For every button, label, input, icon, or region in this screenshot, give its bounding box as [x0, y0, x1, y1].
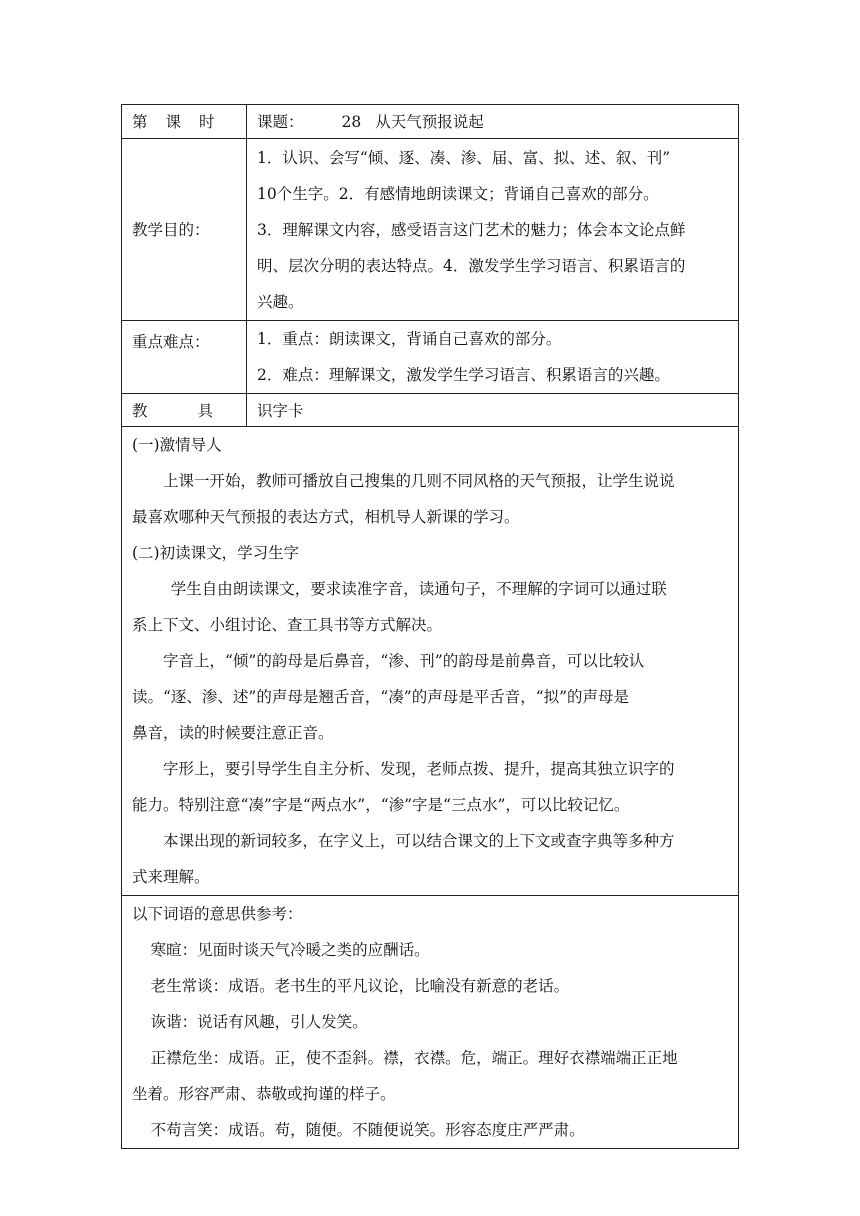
- key-point-line: 1．重点：朗读课文，背诵自己喜欢的部分。: [257, 330, 562, 348]
- objective-line: 兴趣。: [257, 293, 304, 311]
- tools-content-cell: [247, 394, 739, 427]
- header-row: [122, 105, 739, 139]
- paragraph-line: 最喜欢哪种天气预报的表达方式，相机导人新课的学习。: [132, 508, 520, 526]
- tools-label-2: 具: [197, 402, 214, 420]
- objective-line: 3．理解课文内容，感受语言这门艺术的魅力；体会本文论点鲜: [257, 221, 686, 239]
- section-title: (二)初读课文，学习生字: [132, 544, 300, 562]
- lesson-title-cell: [247, 105, 739, 139]
- objective-line: 1．认识、会写“倾、逐、凑、渗、届、富、拟、述、叙、刊”: [257, 149, 671, 167]
- period-label-cell: [122, 105, 247, 139]
- paragraph-line: 学生自由朗读课文，要求读准字音，读通句子，不理解的字词可以通过联: [170, 580, 667, 598]
- vocab-item: 老生常谈：成语。老书生的平凡议论，比喻没有新意的老话。: [150, 977, 570, 995]
- tools-label-cell: [122, 394, 247, 427]
- tools-label-1: 教: [132, 402, 148, 420]
- vocab-row: [122, 896, 739, 1149]
- paragraph-line: 字形上，要引导学生自主分析、发现，老师点拨、提升，提高其独立识字的: [163, 760, 675, 778]
- paragraph-line: 上课一开始，教师可播放自己搜集的几则不同风格的天气预报，让学生说说: [163, 472, 675, 490]
- objectives-label: 教学目的：: [132, 220, 210, 239]
- vocab-cell: [122, 896, 739, 1149]
- lesson-number: 28: [341, 113, 362, 131]
- paragraph-line: 本课出现的新词较多，在字义上，可以结合课文的上下文或查字典等多种方: [163, 832, 675, 850]
- lesson-plan-table: [121, 104, 739, 1149]
- paragraph-line: 鼻音，读的时候要注意正音。: [132, 724, 334, 742]
- paragraph-line: 字音上，“倾”的韵母是后鼻音，“渗、刊”的韵母是前鼻音，可以比较认: [163, 652, 645, 670]
- paragraph-line: 系上下文、小组讨论、查工具书等方式解决。: [132, 616, 443, 634]
- vocab-intro: 以下词语的意思供参考：: [132, 905, 303, 923]
- key-points-label-cell: [122, 321, 247, 394]
- objective-line: 10个生字。2．有感情地朗读课文；背诵自己喜欢的部分。: [257, 185, 659, 203]
- lesson-title: 从天气预报说起: [375, 113, 484, 131]
- tools-row: [122, 394, 739, 427]
- period-label-1: 第: [132, 113, 148, 131]
- section-title: (一)激情导人: [132, 436, 222, 454]
- key-points-label: 重点难点：: [132, 333, 210, 351]
- period-label-3: 时: [199, 113, 215, 131]
- objectives-content-cell: [247, 139, 739, 321]
- process-row: [122, 427, 739, 896]
- paragraph-line: 能力。特别注意“凑”字是“两点水”，“渗”字是“三点水”，可以比较记忆。: [132, 796, 630, 814]
- key-points-row: [122, 321, 739, 394]
- objectives-row: [122, 139, 739, 321]
- key-points-content-cell: [247, 321, 739, 394]
- vocab-item: 寒暄：见面时谈天气冷暖之类的应酬话。: [150, 941, 430, 959]
- process-cell: [122, 427, 739, 896]
- objective-line: 明、层次分明的表达特点。4．激发学生学习语言、积累语言的: [257, 257, 686, 275]
- period-label-2: 课: [165, 113, 182, 131]
- lesson-title-prefix: 课题：: [257, 113, 304, 131]
- key-point-line: 2．难点：理解课文，激发学生学习语言、积累语言的兴趣。: [257, 366, 670, 384]
- vocab-item: 正襟危坐：成语。正，使不歪斜。襟，衣襟。危，端正。理好衣襟端端正正地: [150, 1049, 678, 1067]
- vocab-item-continued: 坐着。形容严肃、恭敬或拘谨的样子。: [132, 1085, 396, 1103]
- paragraph-line: 读。“逐、渗、述”的声母是翘舌音，“凑”的声母是平舌音，“拟”的声母是: [132, 688, 630, 706]
- vocab-item: 不苟言笑：成语。苟，随便。不随便说笑。形容态度庄严严肃。: [150, 1121, 585, 1139]
- paragraph-line: 式来理解。: [132, 868, 210, 886]
- tools-value: 识字卡: [257, 402, 304, 420]
- objectives-label-cell: [122, 139, 247, 321]
- vocab-item: 诙谐：说话有风趣，引人发笑。: [150, 1013, 368, 1031]
